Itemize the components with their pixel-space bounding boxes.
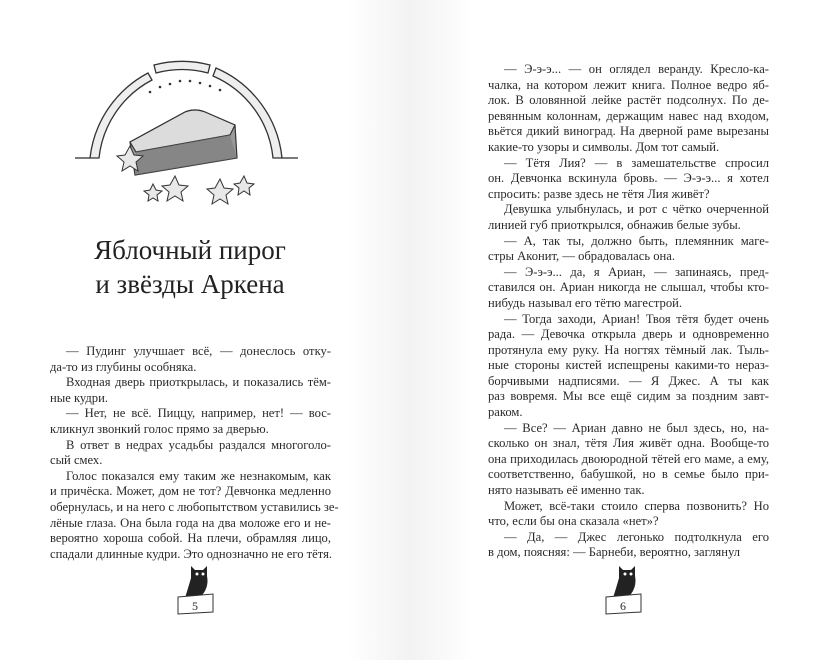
text-line: ставился он. Ариан никогда не слышал, чтобы кто- xyxy=(488,280,769,295)
chapter-title xyxy=(40,233,340,301)
text-line: — Э-э-э... да, я Ариан, — запинаясь, пред- xyxy=(504,264,769,279)
text-line: Голос показался ему таким же незнакомым, как xyxy=(66,468,331,483)
paragraph xyxy=(50,406,331,437)
text-line: вьётся дикий виноград. На дверной раме вырезаны xyxy=(488,124,769,139)
text-line: и причёска. Может, дом не тот? Девчонка медленно xyxy=(50,484,331,499)
chapter-title-line: Яблочный пирог xyxy=(94,235,286,265)
paragraph xyxy=(50,438,331,469)
text-line: сколько он знал, тётя Лия живёт одна. Вообще-то xyxy=(488,436,769,451)
paragraph xyxy=(488,265,769,312)
text-line: — Тётя Лия? — в замешательстве спросил xyxy=(504,155,769,170)
text-line: нибудь называл его тётю магестрой. xyxy=(488,295,683,310)
text-line: борчивыми надписями. — Я Джес. А ты как xyxy=(488,373,769,388)
text-line: линией губ приоткрылся, обнажив белые зубы. xyxy=(488,217,741,232)
text-line: раком. xyxy=(488,405,523,420)
text-line: какие-то узоры и символы. Дом тот самый. xyxy=(488,139,720,154)
paragraph xyxy=(488,312,769,421)
text-line: — Нет, не всё. Пиццу, например, нет! — вос- xyxy=(66,406,331,421)
text-line: кликнул звонкий голос прямо за дверью. xyxy=(50,421,269,436)
text-line: Может, всё-таки стоило сперва позвонить? Но xyxy=(504,498,769,513)
text-line: обернулась, и на него с любопытством уставились зе- xyxy=(50,499,339,514)
text-line: ревянным колоннам, держащим навес над входом, xyxy=(488,108,769,123)
text-line: что, если бы она сказала «нет»? xyxy=(488,514,659,529)
chapter-title-line: и звёзды Аркена xyxy=(95,269,285,299)
page-footer xyxy=(601,562,651,622)
text-line: рада. — Девочка открыла дверь и одновременно xyxy=(488,327,769,342)
text-line: — Пудинг улучшает всё, — донеслось отку- xyxy=(66,344,331,358)
text-line: — Тогда заходи, Ариан! Твоя тётя будет очень xyxy=(504,311,769,326)
text-line: лок. В оловянной лейке растёт подсолнух. По де- xyxy=(488,93,769,108)
paragraph xyxy=(488,499,769,530)
page-footer xyxy=(173,562,223,622)
paragraph xyxy=(488,156,769,203)
text-line: — А, так ты, должно быть, племянник маге- xyxy=(504,233,769,248)
text-line: в дом, поясняя: — Барнеби, вероятно, заглянул xyxy=(488,545,740,560)
text-line: да-то из глубины особняка. xyxy=(50,359,197,374)
text-line: вероятно хороша собой. На плечи, обрамляя лицо, xyxy=(50,531,331,546)
paragraph xyxy=(488,62,769,156)
text-line: — Да, — Джес легонько подтолкнула его xyxy=(504,529,769,544)
page-number: 5 xyxy=(192,599,198,613)
paragraph xyxy=(50,468,339,563)
paragraph xyxy=(488,234,769,265)
text-line: сый смех. xyxy=(50,453,103,468)
text-line: он. Девчонка вскинула бровь. — Э-э-э... я хотел xyxy=(488,171,769,186)
text-line: соответственно, бабушкой, но в семье было при- xyxy=(488,467,769,482)
text-line: ные кудри. xyxy=(50,390,108,405)
text-line: — Все? — Ариан давно не был здесь, но, на- xyxy=(504,420,769,435)
paragraph xyxy=(488,202,769,233)
text-line: спадали длинные кудри. Это однозначно не его тётя. xyxy=(50,546,333,561)
paragraph xyxy=(50,375,331,406)
left-page-text xyxy=(50,344,339,562)
text-line: стры Аконит, — обрадовалась она. xyxy=(488,249,676,264)
paragraph xyxy=(488,530,769,561)
text-line: она приходилась двоюродной тётей его маме, а ему, xyxy=(488,451,769,466)
text-line: Входная дверь приоткрылась, и показались тём- xyxy=(66,375,331,390)
text-line: Девушка улыбнулась, и рот с чётко очерченной xyxy=(504,202,769,217)
paragraph xyxy=(488,421,769,499)
text-line: В ответ в недрах усадьбы раздался многоголо- xyxy=(66,437,331,452)
text-line: ные стороны кистей испещрены какими-то нераз- xyxy=(488,358,769,373)
apple-pie-illustration xyxy=(70,40,330,215)
text-line: — Э-э-э... — он оглядел веранду. Кресло-ка- xyxy=(504,62,769,76)
text-line: раз вовремя. Мы все ещё сидим за поздним завт- xyxy=(488,389,769,404)
paragraph xyxy=(50,344,331,375)
text-line: протянула ему руку. На ногтях тёмный лак. Тыль- xyxy=(488,342,769,357)
text-line: спросить: разве здесь не тётя Лия живёт? xyxy=(488,186,710,201)
page-number: 6 xyxy=(620,599,626,613)
text-line: нято называть её именно так. xyxy=(488,483,645,498)
right-page-text xyxy=(488,62,769,561)
text-line: чалка, на котором лежит книга. Полное ведро яб- xyxy=(488,77,769,92)
text-line: лёные глаза. Она была года на два моложе его и не- xyxy=(50,515,331,530)
right-page xyxy=(410,0,820,660)
